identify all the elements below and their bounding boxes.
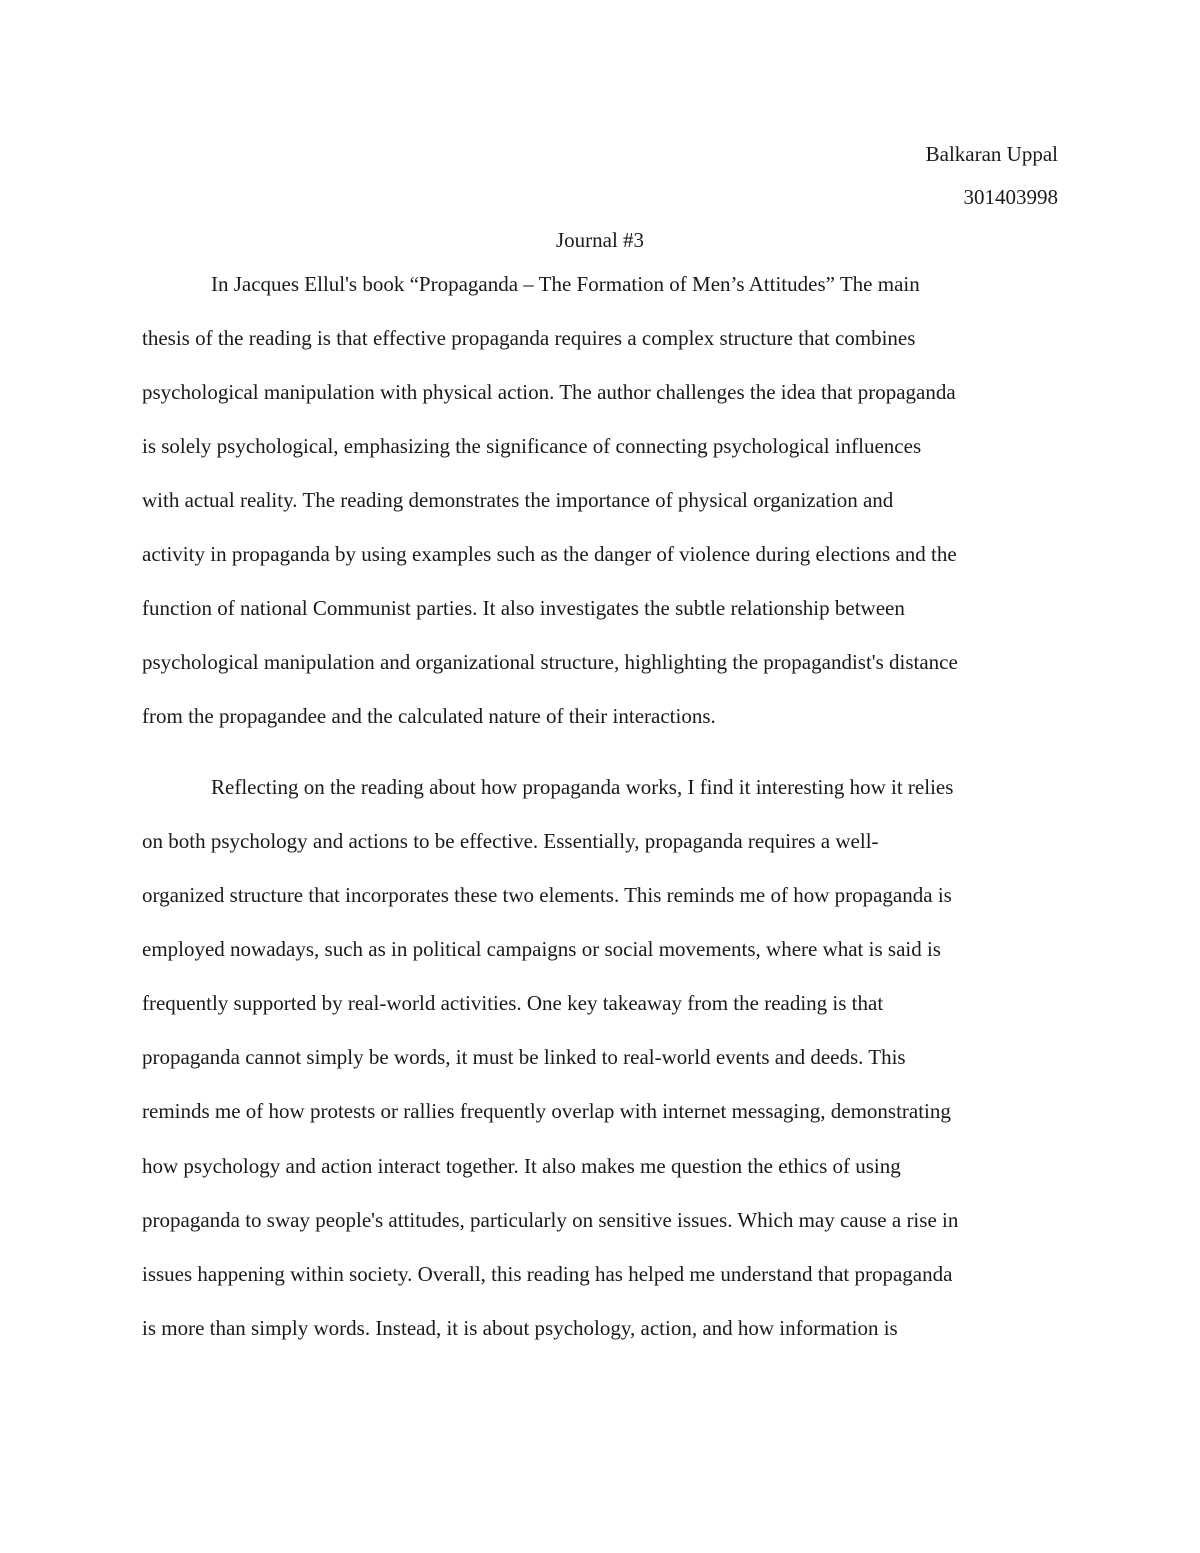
paragraph-1-line-8: psychological manipulation and organizational structure, highlighting the propagandist's distance (142, 650, 958, 674)
paragraph-1-line-1: In Jacques Ellul's book “Propaganda – The Formation of Men’s Attitudes” The main (211, 272, 920, 296)
paragraph-2-line-1: Reflecting on the reading about how propaganda works, I find it interesting how it relies (211, 775, 954, 799)
paragraph-2-line-2: on both psychology and actions to be effective. Essentially, propaganda requires a well- (142, 829, 879, 853)
paragraph-2-line-3: organized structure that incorporates these two elements. This reminds me of how propaganda is (142, 883, 952, 907)
paragraph-2-line-6: propaganda cannot simply be words, it must be linked to real-world events and deeds. This (142, 1045, 906, 1069)
paragraph-2-line-9: propaganda to sway people's attitudes, particularly on sensitive issues. Which may cause a rise in (142, 1208, 959, 1232)
paragraph-2-line-8: how psychology and action interact together. It also makes me question the ethics of using (142, 1154, 901, 1178)
paragraph-2-line-10: issues happening within society. Overall, this reading has helped me understand that propaganda (142, 1262, 953, 1286)
paragraph-2-line-5: frequently supported by real-world activities. One key takeaway from the reading is that (142, 991, 884, 1015)
paragraph-1-line-4: is solely psychological, emphasizing the significance of connecting psychological influences (142, 434, 922, 458)
document-title: Journal #3 (555, 228, 645, 252)
paragraph-1-line-3: psychological manipulation with physical action. The author challenges the idea that propaganda (142, 380, 956, 404)
paragraph-2-line-7: reminds me of how protests or rallies frequently overlap with internet messaging, demonstrating (142, 1099, 951, 1123)
paragraph-2-line-11: is more than simply words. Instead, it is about psychology, action, and how information is (142, 1316, 898, 1340)
paragraph-1-line-6: activity in propaganda by using examples such as the danger of violence during elections and the (142, 542, 957, 566)
paragraph-1-line-7: function of national Communist parties. It also investigates the subtle relationship between (142, 596, 905, 620)
author-name: Balkaran Uppal (925, 142, 1058, 166)
paragraph-1-line-2: thesis of the reading is that effective propaganda requires a complex structure that combines (142, 326, 916, 350)
paragraph-2-line-4: employed nowadays, such as in political campaigns or social movements, where what is said is (142, 937, 941, 961)
paragraph-1-line-5: with actual reality. The reading demonstrates the importance of physical organization and (142, 488, 894, 512)
student-id: 301403998 (963, 185, 1058, 209)
paragraph-1-line-9: from the propagandee and the calculated nature of their interactions. (142, 704, 716, 728)
